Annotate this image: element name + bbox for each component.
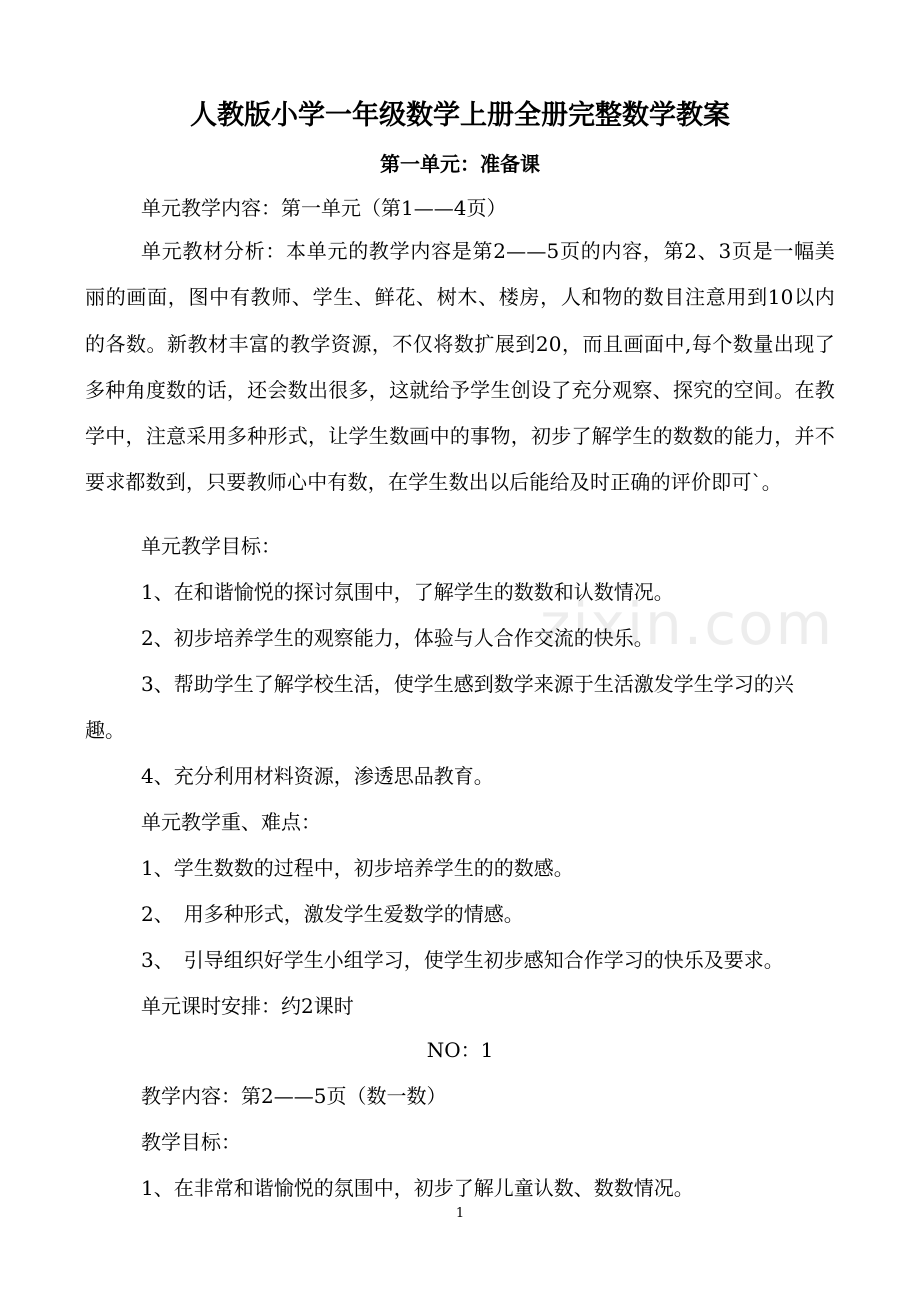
lesson-number: NO：1: [426, 1038, 494, 1062]
unit-analysis-paragraph: 单元教材分析：本单元的教学内容是第2——5页的内容，第2、3页是一幅美丽的画面，图中有教师、学生、鲜花、树木、楼房，人和物的数目注意用到10以内的各数。新教材丰富的教学资源，不仅将数扩展到20，而且画面中,每个数量出现了多种角度数的话，还会数出很多，这就给予学生创设了充分观察、探究的空间。在教学中，注意采用多种形式，让学生数画中的事物，初步了解学生的数数的能力，并不要求都数到，只要教师心中有数，在学生数出以后能给及时正确的评价即可`。: [85, 239, 835, 495]
goals-heading: 单元教学目标：: [141, 534, 281, 558]
goal-item-1: 1、在和谐愉悦的探讨氛围中，了解学生的数数和认数情况。: [141, 580, 674, 604]
goal-item-3: 3、帮助学生了解学校生活，使学生感到数学来源于生活激发学生学习的兴: [141, 672, 794, 696]
page-number: 1: [455, 1206, 465, 1221]
lesson-goal-1: 1、在非常和谐愉悦的氛围中，初步了解儿童认数、数数情况。: [141, 1176, 694, 1200]
goal-item-4: 4、充分利用材料资源，渗透思品教育。: [141, 764, 494, 788]
keypoint-item-1: 1、学生数数的过程中，初步培养学生的的数感。: [141, 856, 574, 880]
schedule: 单元课时安排：约2课时: [141, 994, 354, 1018]
lesson-goals-heading: 教学目标：: [141, 1130, 241, 1154]
unit-subtitle: 第一单元：准备课: [380, 152, 540, 176]
keypoint-item-3: 3、 引导组织好学生小组学习，使学生初步感知合作学习的快乐及要求。: [141, 948, 784, 972]
goal-item-2: 2、初步培养学生的观察能力，体验与人合作交流的快乐。: [141, 626, 654, 650]
keypoints-heading: 单元教学重、难点：: [141, 810, 321, 834]
keypoint-item-2: 2、 用多种形式，激发学生爱数学的情感。: [141, 902, 524, 926]
watermark: zixin.com: [540, 590, 835, 658]
unit-content: 单元教学内容：第一单元（第1——4页）: [141, 196, 507, 220]
goal-item-3-continued: 趣。: [85, 718, 125, 742]
document-title: 人教版小学一年级数学上册全册完整数学教案: [190, 100, 730, 131]
lesson-content: 教学内容：第2——5页（数一数）: [141, 1084, 447, 1108]
